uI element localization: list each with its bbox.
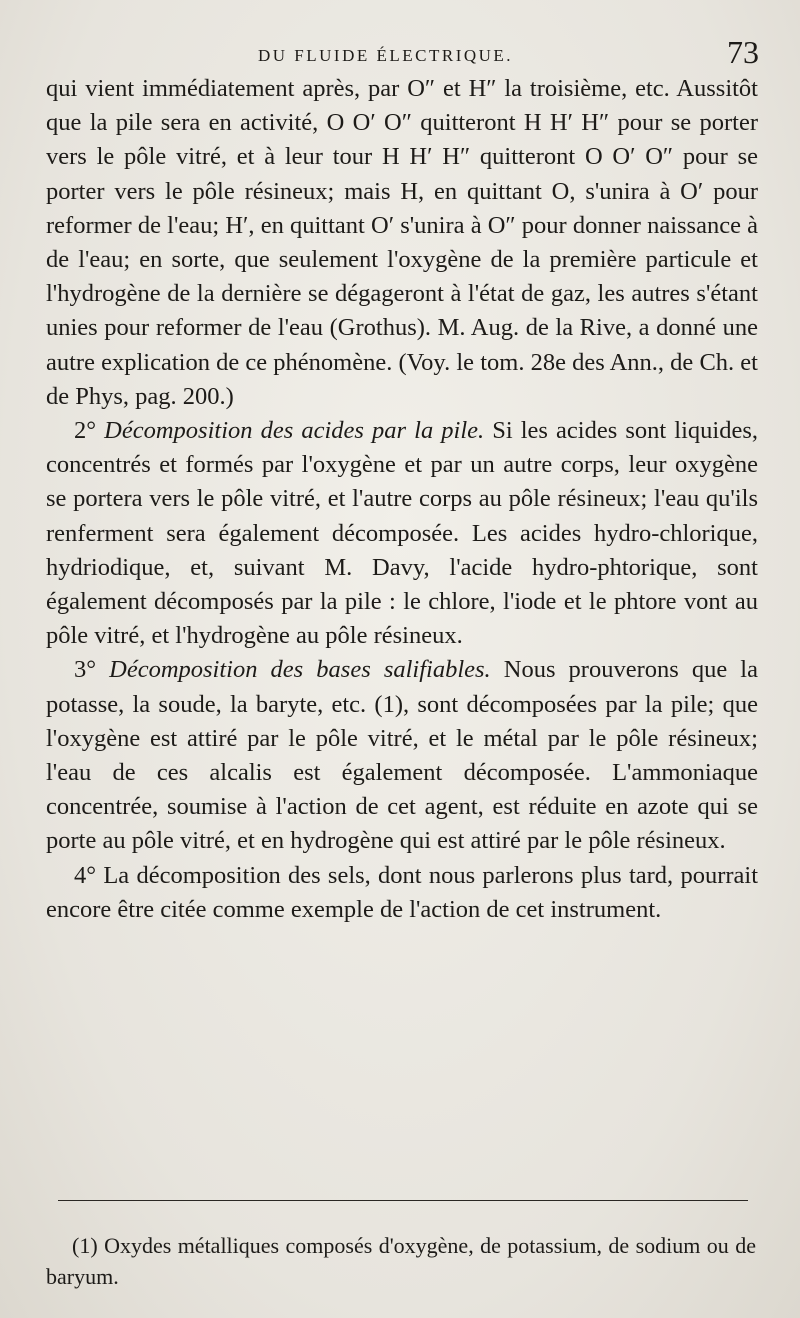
page-number: 73 [727,34,759,70]
footnote-divider [58,1200,748,1201]
footnote [46,1230,756,1292]
section-2-number: 2° [74,417,97,445]
running-head: DU FLUIDE ÉLECTRIQUE. [258,46,514,65]
section-3-title: Décomposition des bases salifiables. [109,656,491,684]
section-2-paragraph [46,414,758,653]
section-3-number: 3° [74,656,97,684]
section-4-paragraph [46,859,758,927]
body-text [46,72,758,927]
section-4-text: La décomposition des sels, dont nous parlerons plus tard, pourrait encore être citée comme exemple de l'action de cet instrument. [46,861,759,923]
section-2-title: Décomposition des acides par la pile. [104,417,485,445]
section-4-number: 4° [74,861,97,889]
footnote-text: (1) Oxydes métalliques composés d'oxygène, de potassium, de sodium ou de baryum. [46,1233,756,1289]
section-3-paragraph [46,653,758,858]
page-header [0,34,800,74]
section-2-text: Si les acides sont liquides, concentrés et formés par l'oxygène et par un autre corps, leur oxygène se portera vers le pôle vitré, et l'autre corps au pôle résineux; l'eau qu'ils renferment sera également décomposée. Les acides hydro-chlorique, hydriodique, et, suivant M. Davy, l'acide hydro-phtorique, sont également décomposés par la pile : le chlore, l'iode et le phtore vont au pôle vitré, et l'hydrogène au pôle résineux. [46,417,758,650]
section-3-text: Nous prouverons que la potasse, la soude, la baryte, etc. (1), sont décomposées par la pile; que l'oxygène est attiré par le pôle vitré, et le métal par le pôle résineux; l'eau de ces alcalis est également décomposée. L'ammoniaque concentrée, soumise à l'action de cet agent, est réduite en azote qui se porte au pôle vitré, et en hydrogène qui est attiré par le pôle résineux. [46,656,758,855]
paragraph-continuation: qui vient immédiatement après, par O″ et H″ la troisième, etc. Aussitôt que la pile sera en activité, O O′ O″ quitteront H H′ H″ pour se porter vers le pôle vitré, et à leur tour H H′ H″ quitteront O O′ O″ pour se porter vers le pôle résineux; mais H, en quittant O, s'unira à O′ pour reformer de l'eau; H′, en quittant O′ s'unira à O″ pour donner naissance à de l'eau; en sorte, que seulement l'oxygène de la première particule et l'hydrogène de la dernière se dégageront à l'état de gaz, les autres s'étant unies pour reformer de l'eau (Grothus). M. Aug. de la Rive, a donné une autre explication de ce phénomène. (Voy. le tom. 28e des Ann., de Ch. et de Phys, pag. 200.) [46,75,758,410]
